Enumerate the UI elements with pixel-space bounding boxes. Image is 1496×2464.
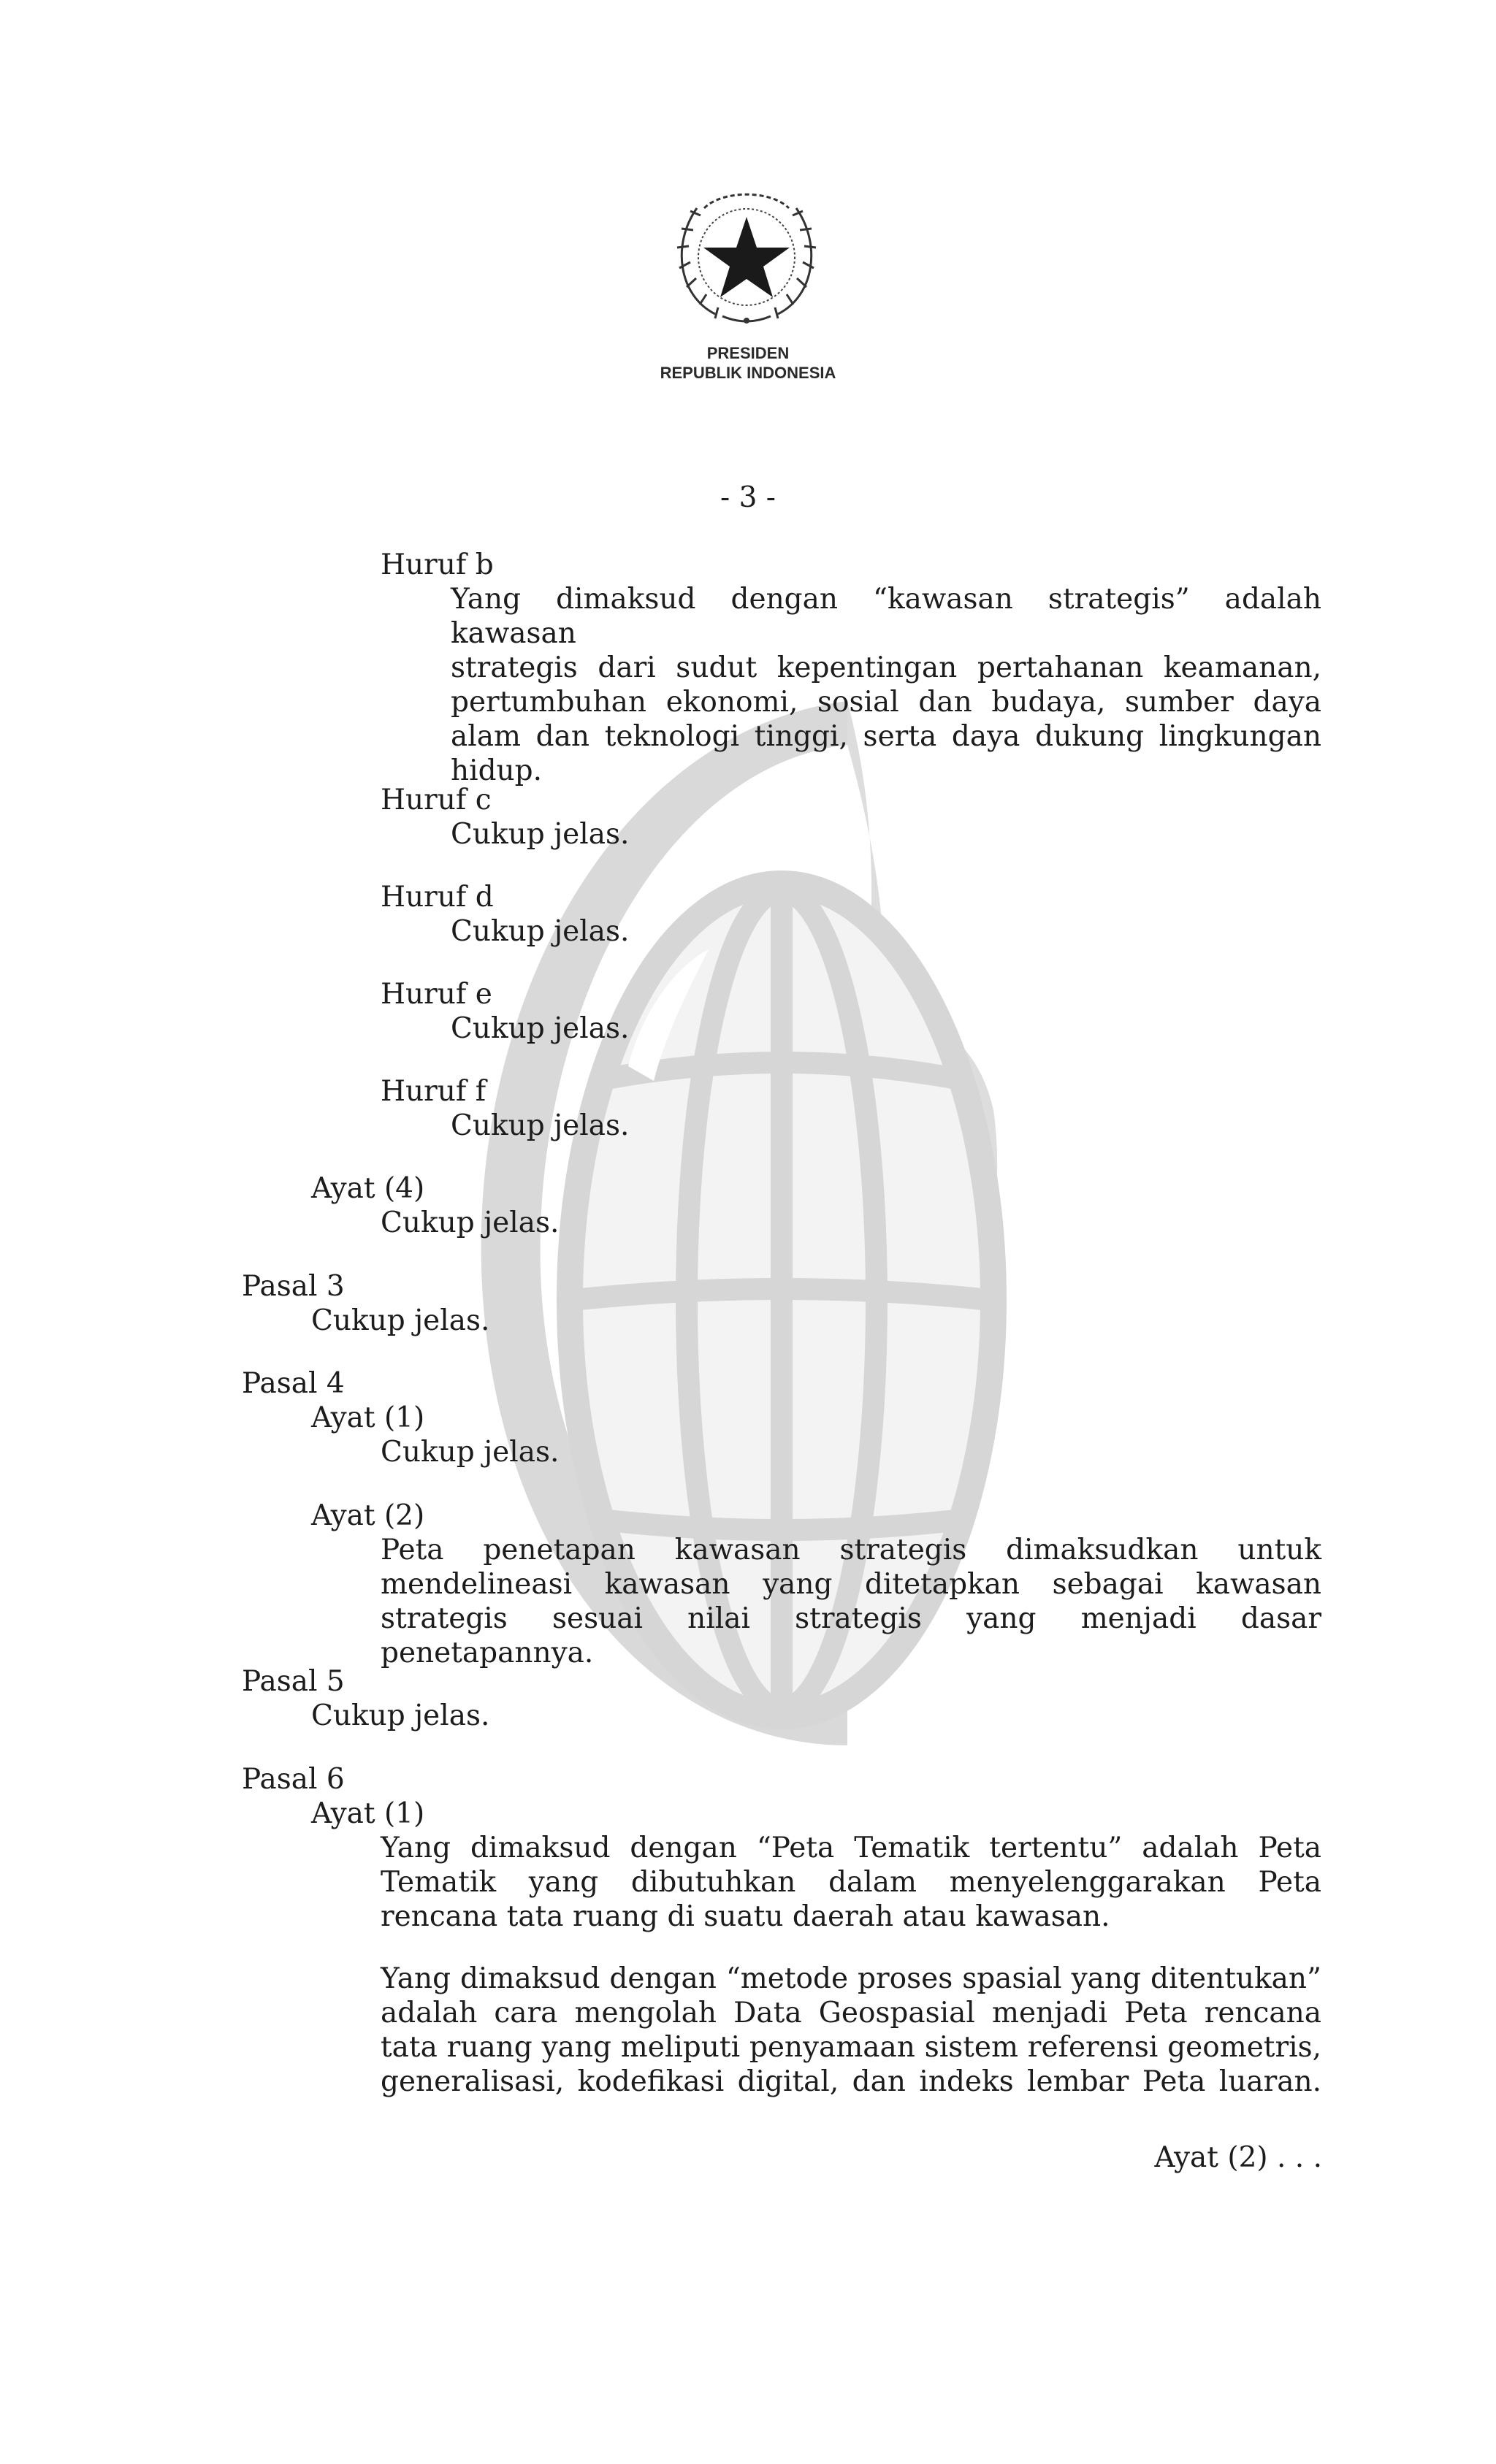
pasal-4-ayat-2-paragraph — [381, 1533, 1321, 1670]
huruf-c-heading: Huruf c — [381, 784, 492, 816]
pasal-4-ayat-1-heading: Ayat (1) — [311, 1401, 425, 1434]
paragraph-line: rencana tata ruang di suatu daerah atau kawasan. — [381, 1900, 1110, 1933]
pasal-3-text: Cukup jelas. — [311, 1304, 490, 1337]
paragraph-line: strategis sesuai nilai strategis yang menjadi dasar penetapannya. — [381, 1602, 1321, 1669]
paragraph-line: hidup. — [451, 754, 543, 787]
caption-republik-indonesia: REPUBLIK INDONESIA — [660, 364, 836, 382]
paragraph-line: Yang dimaksud dengan “kawasan strategis” adalah kawasan — [451, 583, 1321, 650]
pasal-5-text: Cukup jelas. — [311, 1699, 490, 1732]
huruf-b-heading: Huruf b — [381, 548, 494, 581]
paragraph-line: mendelineasi kawasan yang ditetapkan sebagai kawasan — [381, 1568, 1321, 1601]
huruf-b-paragraph — [451, 582, 1321, 788]
caption-presiden: PRESIDEN — [706, 344, 790, 362]
pasal-3-heading: Pasal 3 — [242, 1270, 345, 1303]
pasal-4-ayat-2-heading: Ayat (2) — [311, 1499, 425, 1532]
pasal-6-ayat-1-heading: Ayat (1) — [311, 1797, 425, 1830]
paragraph-line: tata ruang yang meliputi penyamaan sistem referensi geometris, — [381, 2031, 1321, 2064]
pasal-6-ayat-1-paragraph-2 — [381, 1962, 1321, 2099]
continuation-marker: Ayat (2) . . . — [1154, 2141, 1322, 2174]
paragraph-line: alam dan teknologi tinggi, serta daya dukung lingkungan — [451, 720, 1321, 753]
huruf-f-heading: Huruf f — [381, 1075, 486, 1108]
pasal-6-heading: Pasal 6 — [242, 1763, 345, 1796]
pasal-6-ayat-1-paragraph-1 — [381, 1831, 1321, 1934]
page-number: - 3 - — [720, 481, 776, 514]
watermark-latitude-2 — [573, 1289, 990, 1300]
huruf-e-heading: Huruf e — [381, 978, 492, 1011]
huruf-d-heading: Huruf d — [381, 881, 494, 914]
paragraph-line: adalah cara mengolah Data Geospasial menjadi Peta rencana — [381, 1997, 1321, 2029]
pasal-5-heading: Pasal 5 — [242, 1665, 345, 1698]
paragraph-line: Yang dimaksud dengan “Peta Tematik tertentu” adalah Peta — [381, 1832, 1321, 1864]
paragraph-line: strategis dari sudut kepentingan pertahanan keamanan, — [451, 651, 1321, 684]
ayat-4-text: Cukup jelas. — [381, 1206, 560, 1239]
huruf-d-text: Cukup jelas. — [451, 915, 630, 948]
huruf-f-text: Cukup jelas. — [451, 1109, 630, 1142]
huruf-e-text: Cukup jelas. — [451, 1012, 630, 1045]
paragraph-line: pertumbuhan ekonomi, sosial dan budaya, sumber daya — [451, 686, 1321, 719]
star-icon — [703, 217, 790, 297]
paragraph-line: Yang dimaksud dengan “metode proses spasial yang ditentukan” — [381, 1962, 1321, 1995]
huruf-c-text: Cukup jelas. — [451, 818, 630, 851]
pasal-4-heading: Pasal 4 — [242, 1367, 345, 1400]
paragraph-line: generalisasi, kodefikasi digital, dan indeks lembar Peta luaran. — [381, 2065, 1321, 2098]
paragraph-line: Peta penetapan kawasan strategis dimaksudkan untuk — [381, 1534, 1321, 1566]
emblem-caption — [602, 343, 894, 383]
pasal-4-ayat-1-text: Cukup jelas. — [381, 1436, 560, 1469]
ayat-4-heading: Ayat (4) — [311, 1172, 425, 1205]
garuda-star-emblem — [671, 186, 822, 328]
watermark-latitude-3 — [595, 1519, 968, 1530]
paragraph-line: Tematik yang dibutuhkan dalam menyelenggarakan Peta — [381, 1866, 1321, 1899]
